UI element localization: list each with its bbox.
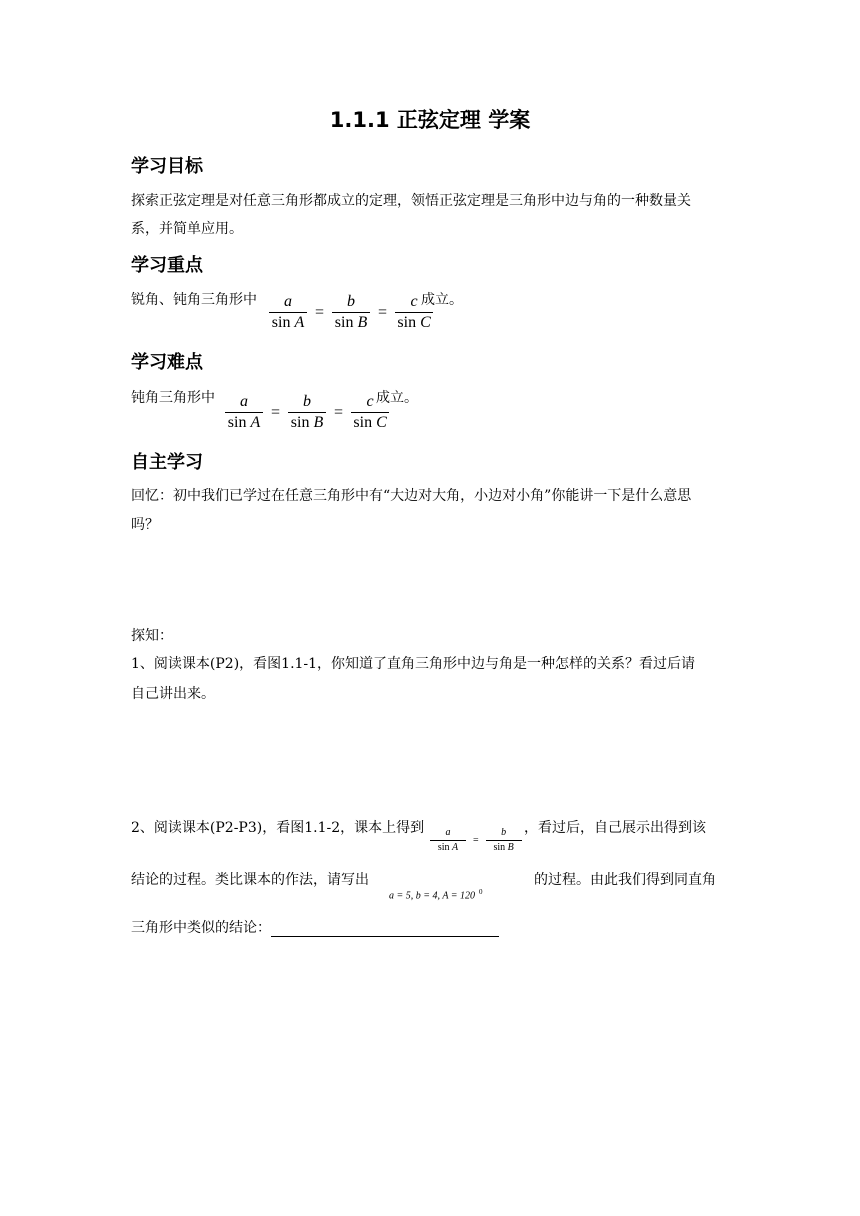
question2-line1-prefix: 2、阅读课本(P2-P3)，看图1.1-2，课本上得到 [131, 820, 425, 836]
fraction-b: $\frac{b}{\text{sin B}}$ [484, 826, 524, 855]
fraction-a: $\frac{a}{\text{sin A}}$ [428, 826, 468, 855]
sine-law-formula-hard: $\frac{a}{\text{sin A}}$ = $\frac{b}{\text{sin B}}$ = $\frac{c}{\text{sin C}}$ [222, 392, 392, 433]
fraction-c: $\frac{c}{\text{sin C}}$ [348, 392, 392, 433]
fraction-b: $\frac{b}{\text{sin B}}$ [329, 292, 373, 333]
answer-blank[interactable] [271, 922, 499, 937]
key-text-prefix: 锐角、钝角三角形中 [131, 292, 257, 308]
fraction-b: $\frac{b}{\text{sin B}}$ [285, 392, 329, 433]
section-heading-self: 自主学习 [131, 452, 203, 473]
recall-line2: 吗？ [131, 517, 159, 533]
goal-text-line2: 系，并简单应用。 [131, 221, 243, 237]
hard-text-prefix: 钝角三角形中 [131, 390, 215, 406]
section-heading-hard: 学习难点 [131, 352, 203, 373]
key-text-suffix: 成立。 [421, 292, 463, 308]
question1-line1: 1、阅读课本(P2)，看图1.1-1，你知道了直角三角形中边与角是一种怎样的关系？看过后请 [131, 656, 696, 672]
question2-line3: 三角形中类似的结论： [131, 917, 499, 937]
section-heading-key: 学习重点 [131, 255, 203, 276]
question2-line2-suffix: 的过程。由此我们得到同直角 [534, 872, 716, 888]
fraction-a: $\frac{a}{\text{sin A}}$ [266, 292, 310, 333]
goal-text-line1: 探索正弦定理是对任意三角形都成立的定理，领悟正弦定理是三角形中边与角的一种数量关 [131, 193, 691, 209]
fraction-a: $\frac{a}{\text{sin A}}$ [222, 392, 266, 433]
question2-line2-prefix: 结论的过程。类比课本的作法，请写出 [131, 872, 369, 888]
question1-line2: 自己讲出来。 [131, 686, 215, 702]
page-title: 1.1.1 正弦定理 学案 [329, 108, 531, 132]
explore-label: 探知： [131, 628, 173, 644]
sine-law-formula-key: $\frac{a}{\text{sin A}}$ = $\frac{b}{\text{sin B}}$ = $\frac{c}{\text{sin C}}$ [266, 292, 436, 333]
question2-line1-suffix: ，看过后，自己展示出得到该 [524, 820, 706, 836]
recall-line1: 回忆：初中我们已学过在任意三角形中有“大边对大角，小边对小角”你能讲一下是什么意思 [131, 488, 692, 504]
sine-law-formula-ab: $\frac{a}{\text{sin A}}$ = $\frac{b}{\text{sin B}}$ [428, 826, 524, 855]
given-values: a = 5, b = 4, A = 120 $^0$ [389, 888, 483, 902]
hard-text-suffix: 成立。 [376, 390, 418, 406]
section-heading-goal: 学习目标 [131, 156, 203, 177]
fraction-c: $\frac{c}{\text{sin C}}$ [392, 292, 436, 333]
